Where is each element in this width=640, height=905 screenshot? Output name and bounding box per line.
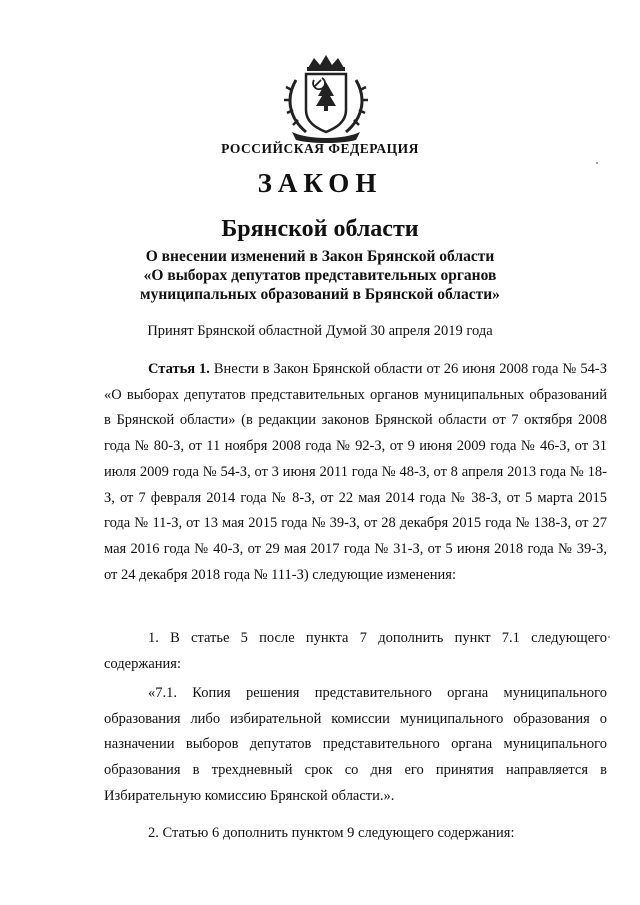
country-heading: РОССИЙСКАЯ ФЕДЕРАЦИЯ: [221, 141, 419, 156]
law-subject: [0, 247, 640, 304]
scan-speck: [596, 162, 598, 164]
law-title: ЗАКОН: [257, 168, 383, 198]
quoted-amendment-paragraph: «7.1. Копия решения представительного органа муниципального образования либо избирательной комиссии муниципального образования о назначении выборов депутатов представительного органа муниципального образования в трехдневный срок со дня его принятия направляется в Избирательную комиссию Брянской области.».: [104, 685, 607, 804]
law-subject-line: муниципальных образований в Брянской области»: [140, 286, 500, 303]
article-label: Статья 1.: [148, 361, 210, 377]
law-subject-line: «О выборах депутатов представительных органов: [143, 267, 497, 284]
article-text: Внести в Закон Брянской области от 26 июня 2008 года № 54-З «О выборах депутатов представительных органов муниципальных образований в Брянской области» (в редакции законов Брянской области от 7 октября 2008 года № 80-З, от 11 ноября 2008 года № 92-З, от 9 июня 2009 года № 46-З, от 31 июля 2009 года № 54-З, от 3 июня 2011 года № 48-З, от 8 апреля 2013 года № 18-З, от 7 февраля 2014 года № 8-З, от 22 мая 2014 года № 38-З, от 5 марта 2015 года № 11-З, от 13 мая 2015 года № 39-З, от 28 декабря 2015 года № 138-З, от 27 мая 2016 года № 40-З, от 29 мая 2017 года № 31-З, от 5 июня 2018 года № 39-З, от 24 декабря 2018 года № 111-З) следующие изменения:: [104, 361, 608, 583]
bryansk-coat-of-arms-emblem: [278, 52, 374, 144]
item-1-paragraph: 1. В статье 5 после пункта 7 дополнить пункт 7.1 следующего содержания:: [104, 630, 607, 672]
scan-speck: [608, 636, 610, 638]
law-subject-line: О внесении изменений в Закон Брянской области: [145, 248, 495, 265]
adoption-line: Принят Брянской областной Думой 30 апреля 2019 года: [147, 323, 493, 339]
item-2-paragraph: 2. Статью 6 дополнить пунктом 9 следующего содержания:: [148, 825, 515, 841]
article-1-paragraph: [104, 357, 607, 588]
region-title: Брянской области: [221, 216, 419, 242]
